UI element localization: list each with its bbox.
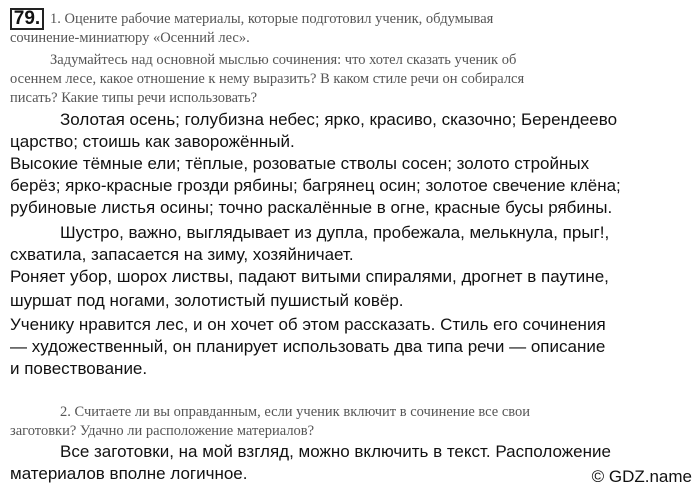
task-1 xyxy=(10,10,694,48)
answer-line: Высокие тёмные ели; тёплые, розоватые стволы сосен; золото стройных xyxy=(10,154,590,173)
answer-line: — художественный, он планирует использовать два типа речи — описание xyxy=(10,337,606,356)
task-2-line: заготовки? Удачно ли расположение материалов? xyxy=(10,423,315,439)
watermark: © GDZ.name xyxy=(591,467,692,486)
task-2 xyxy=(10,403,694,441)
task-1-hint xyxy=(10,51,694,108)
exercise-number: 79. xyxy=(10,8,44,30)
answer-line: Все заготовки, на мой взгляд, можно включить в текст. Расположение xyxy=(60,442,611,461)
answer-line: царство; стоишь как заворожённый. xyxy=(10,132,295,151)
answer-line: и повествование. xyxy=(10,359,148,378)
task-1-line: 1. Оцените рабочие материалы, которые подготовил ученик, обдумывая xyxy=(50,11,494,27)
task-1-hint-line: осеннем лесе, какое отношение к нему выразить? В каком стиле речи он собирался xyxy=(10,71,525,87)
task-2-line: 2. Считаете ли вы оправданным, если ученик включит в сочинение все свои xyxy=(60,404,531,420)
answer-line: шуршат под ногами, золотистый пушистый ковёр. xyxy=(10,291,404,310)
answer-line: Ученику нравится лес, и он хочет об этом рассказать. Стиль его сочинения xyxy=(10,315,606,334)
answer-line: Роняет убор, шорох листвы, падают витыми спиралями, дрогнет в паутине, xyxy=(10,267,609,286)
answer-1-block-1 xyxy=(10,109,696,219)
answer-line: материалов вполне логичное. xyxy=(10,464,248,483)
task-1-hint-line: писать? Какие типы речи использовать? xyxy=(10,90,258,106)
answer-line: Золотая осень; голубизна небес; ярко, красиво, сказочно; Берендеево xyxy=(60,110,618,129)
answer-line: схватила, запасается на зиму, хозяйничает. xyxy=(10,245,354,264)
answer-line: рубиновые листья осины; точно раскалённые в огне, красные бусы рябины. xyxy=(10,198,613,217)
task-1-hint-line: Задумайтесь над основной мыслью сочинения: что хотел сказать ученик об xyxy=(50,52,517,68)
answer-1-block-2 xyxy=(10,222,696,380)
answer-line: берёз; ярко-красные грозди рябины; багрянец осин; золотое свечение клёна; xyxy=(10,176,621,195)
answer-line: Шустро, важно, выглядывает из дупла, пробежала, мелькнула, прыг!, xyxy=(60,223,610,242)
task-1-line: сочинение-миниатюру «Осенний лес». xyxy=(10,30,250,46)
